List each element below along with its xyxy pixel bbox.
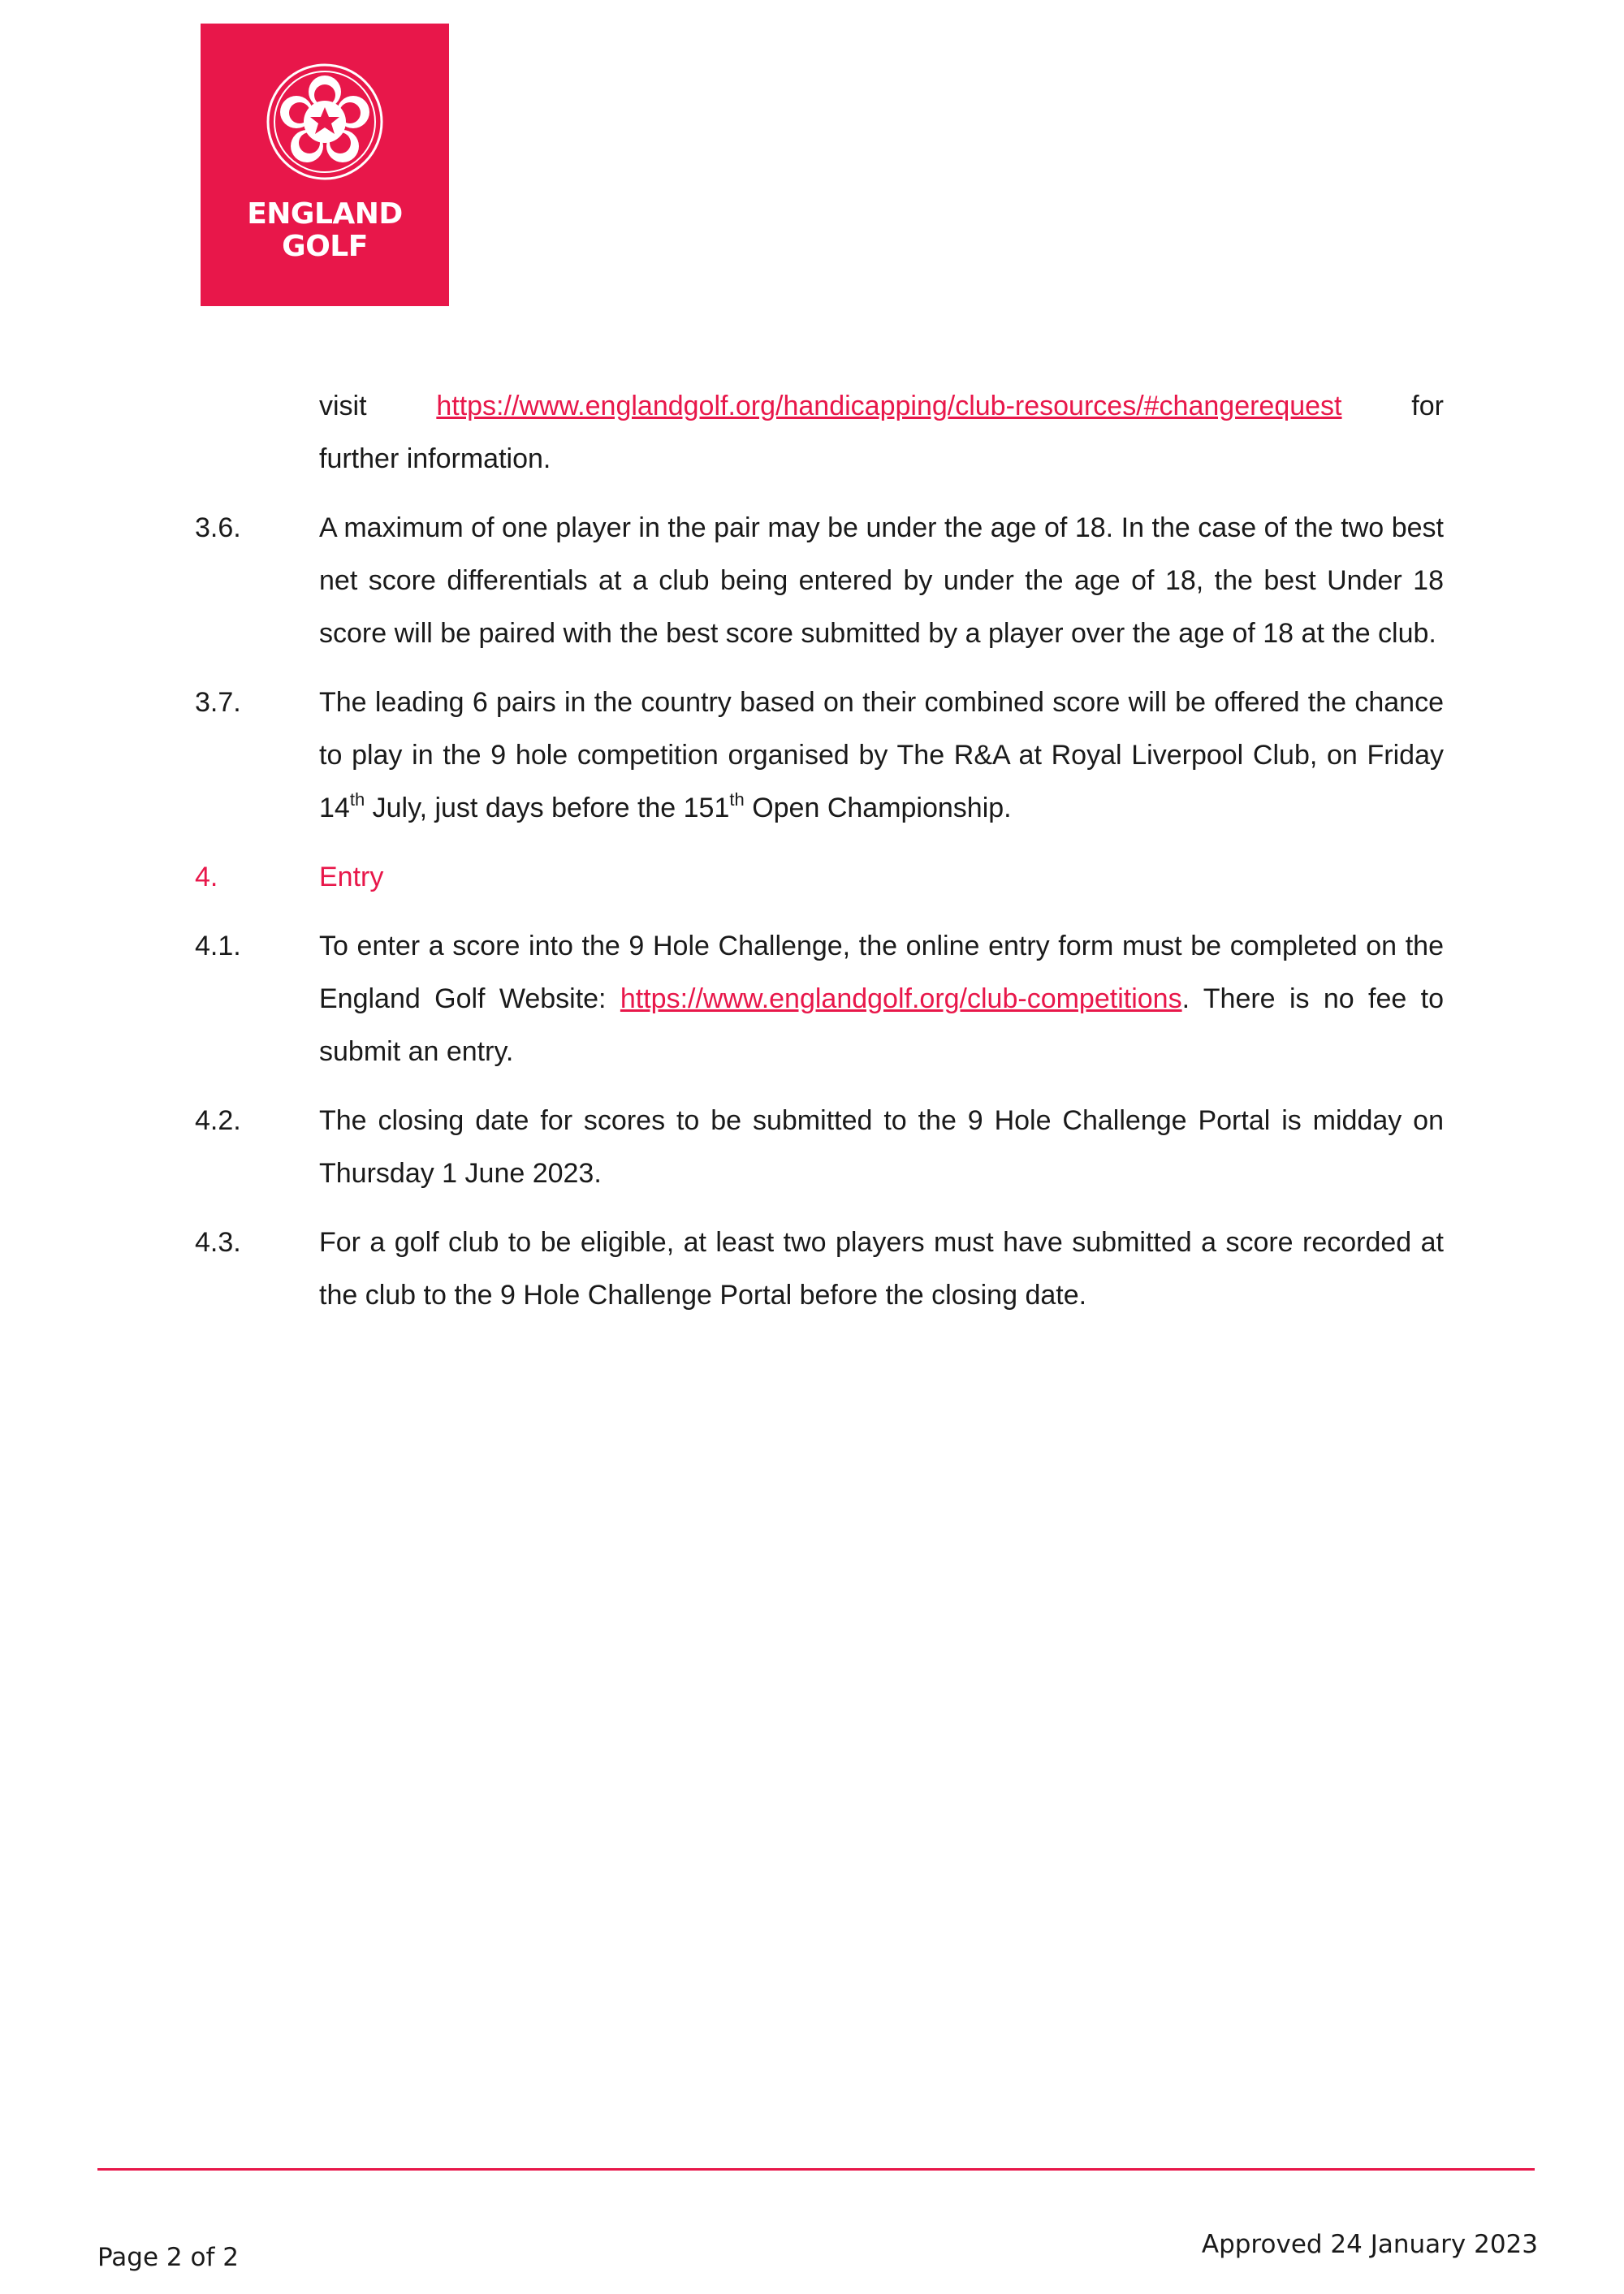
clause-text-part: July, just days before the 151 — [365, 793, 730, 823]
clause-3-6 — [195, 502, 1444, 660]
for-text: for — [1411, 391, 1444, 421]
clause-4-1 — [195, 920, 1444, 1078]
clause-number: 4.3. — [195, 1227, 241, 1258]
clause-3-7 — [195, 676, 1444, 835]
page-number: Page 2 of 2 — [97, 2243, 239, 2272]
clause-text-part: Open Championship. — [744, 793, 1012, 823]
clause-text: The closing date for scores to be submitted to the 9 Hole Challenge Portal is midday on Thursday 1 June 2023. — [319, 1105, 1444, 1189]
logo-text-golf: GOLF — [282, 230, 368, 263]
clause-text-part: The leading 6 pairs in the country based on their combined score will be offered the chance to play in the 9 hole competition organised by The R&A at Royal Liverpool Club, on Friday 14 — [319, 687, 1444, 823]
clause-4-2 — [195, 1095, 1444, 1200]
superscript: th — [729, 789, 745, 810]
clause-text: A maximum of one player in the pair may be under the age of 18. In the case of the two best net score differentials at a club being entered by under the age of 18, the best Under 18 score will be paired with the best score submitted by a player over the age of 18 at the club. — [319, 512, 1444, 649]
clause-text-part: To enter a score into the 9 Hole Challenge, the online entry form must be completed on the England Golf Website: — [319, 931, 1444, 1014]
clause-number: 3.7. — [195, 687, 241, 718]
clause-number: 4.1. — [195, 931, 241, 961]
logo-text-england: ENGLAND — [247, 197, 403, 231]
section-heading-entry — [195, 851, 1444, 904]
further-information-text: further information. — [319, 443, 551, 474]
superscript: th — [349, 789, 365, 810]
rose-emblem-icon — [266, 63, 384, 181]
clause-number: 3.6. — [195, 512, 241, 543]
continuation-paragraph — [195, 380, 1444, 486]
clause-text — [319, 687, 1444, 823]
footer-divider — [97, 2168, 1535, 2171]
clause-text — [319, 931, 1444, 1067]
clause-text-part: . There is no fee to submit an entry. — [319, 983, 1445, 1067]
clause-4-3 — [195, 1216, 1444, 1322]
approval-date: Approved 24 January 2023 — [1201, 2230, 1538, 2259]
england-golf-logo — [201, 24, 449, 306]
visit-text: visit — [319, 391, 367, 421]
clause-number: 4.2. — [195, 1105, 241, 1136]
section-title: Entry — [319, 862, 384, 892]
document-body — [195, 380, 1444, 1338]
section-number: 4. — [195, 862, 218, 892]
club-competitions-link[interactable]: https://www.englandgolf.org/club-competitions — [620, 983, 1182, 1014]
change-request-link[interactable]: https://www.englandgolf.org/handicapping/club-resources/#changerequest — [436, 391, 1342, 421]
clause-text: For a golf club to be eligible, at least two players must have submitted a score recorded at the club to the 9 Hole Challenge Portal before the closing date. — [319, 1227, 1444, 1311]
